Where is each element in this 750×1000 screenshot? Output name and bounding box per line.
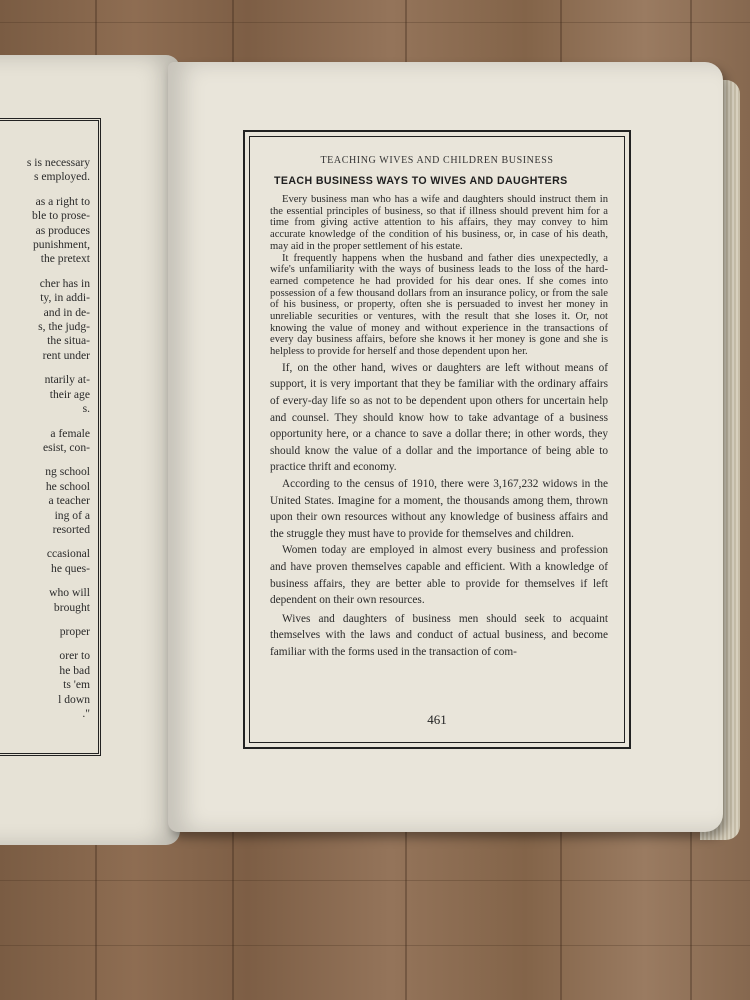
left-page-line: l down <box>58 692 90 706</box>
paragraph: Women today are employed in almost every business and profession and have proven themselves capable and efficient. With a knowledge of business affairs, they are better able to provide for themselves if left dependent on their own resources. <box>270 544 608 607</box>
left-page-line: he ques- <box>51 561 90 575</box>
left-page-line: rent under <box>42 348 90 362</box>
line-gap <box>0 363 90 373</box>
line-gap <box>0 267 90 277</box>
left-page-line: as a right to <box>35 194 90 208</box>
left-page-line: ing of a <box>54 508 90 522</box>
left-page-line: a teacher <box>48 494 90 508</box>
left-page-line: cher has in <box>39 276 90 290</box>
left-page-line: s. <box>82 402 90 416</box>
left-page-line: ntarily at- <box>44 373 90 387</box>
left-page-line: and in de- <box>43 305 90 319</box>
left-page-line: proper <box>59 624 90 638</box>
line-gap <box>0 615 90 625</box>
left-page-line: esist, con- <box>42 440 90 454</box>
right-page-inner-border <box>249 136 625 743</box>
left-page-line: the situa- <box>47 334 90 348</box>
line-gap <box>0 537 90 547</box>
page-number: 461 <box>427 712 447 727</box>
left-page-line: a female <box>50 426 90 440</box>
left-page-line: orer to <box>59 649 90 663</box>
paragraph: It frequently happens when the husband and father dies unexpectedly, a wife's unfamiliarity with the ways of business leads to the loss of the hard-earned competence he had provided for his dear ones. If she comes into possession of a few thousand dollars from an insurance policy, or from the sale of his business, or property, often she is persuaded to invest her money in unreliable securities or ventures, with the result that she loses it. Or, not knowing the value of money and without experience in the transactions of every day business affairs, before she knows it her money is gone and she is helpless to provide for herself and those dependent upon her. <box>270 252 608 358</box>
paragraph: If, on the other hand, wives or daughters are left without means of support, it is very important that they be familiar with the ordinary affairs of every-day life so as not to be dependent upon others for uncertain help and counsel. They should know how to take advantage of a business opportunity here, or a chance to save a dollar there; in other words, they should know the value of a dollar and the importance of being able to practice thrift and economy. <box>270 361 608 474</box>
left-page-line: ty, in addi- <box>40 291 90 305</box>
left-page-line: who will <box>49 586 90 600</box>
left-page-line: their age <box>49 387 90 401</box>
left-page-line: brought <box>53 600 90 614</box>
left-page-line: punishment, <box>32 238 90 252</box>
line-gap <box>0 639 90 649</box>
line-gap <box>0 455 90 465</box>
line-gap <box>0 185 90 195</box>
left-page-text <box>0 156 90 721</box>
paragraph: Every business man who has a wife and daughters should instruct them in the essential principles of business, so that if illness should prevent him for a time from giving active attention to his affairs, they may convey to him accurate knowledge of the condition of his business, or, in case of his death, may aid in the proper settlement of his estate. <box>270 194 608 252</box>
left-page-line: as produces <box>35 223 90 237</box>
left-page-line: ng school <box>45 465 90 479</box>
right-page-border <box>243 130 631 749</box>
body-text <box>270 194 608 661</box>
left-page-line: ." <box>82 707 90 720</box>
left-page-line: resorted <box>52 522 90 536</box>
left-page-line: s employed. <box>33 170 90 184</box>
left-page-line: s, the judg- <box>38 320 90 334</box>
left-page-line: ts 'em <box>63 678 90 692</box>
left-page-line: the pretext <box>40 252 90 266</box>
left-page-line: ccasional <box>46 547 90 561</box>
left-page-line: he school <box>45 479 90 493</box>
paragraph: Wives and daughters of business men should seek to acquaint themselves with the laws and conduct of actual business, and become familiar with the forms used in the transaction of com- <box>270 612 608 658</box>
section-heading: TEACH BUSINESS WAYS TO WIVES AND DAUGHTERS <box>274 175 568 187</box>
line-gap <box>0 576 90 586</box>
left-page-line: ble to prose- <box>32 209 90 223</box>
paragraph: According to the census of 1910, there were 3,167,232 widows in the United States. Imagine for a moment, the thousands among them, thrown upon their own resources without any knowledge of business affairs and the struggle they must have to provide for themselves and children. <box>270 478 608 540</box>
left-page-line: he bad <box>59 663 90 677</box>
left-page-line: s is necessary <box>26 156 90 169</box>
running-head: TEACHING WIVES AND CHILDREN BUSINESS <box>320 155 554 166</box>
line-gap <box>0 417 90 427</box>
